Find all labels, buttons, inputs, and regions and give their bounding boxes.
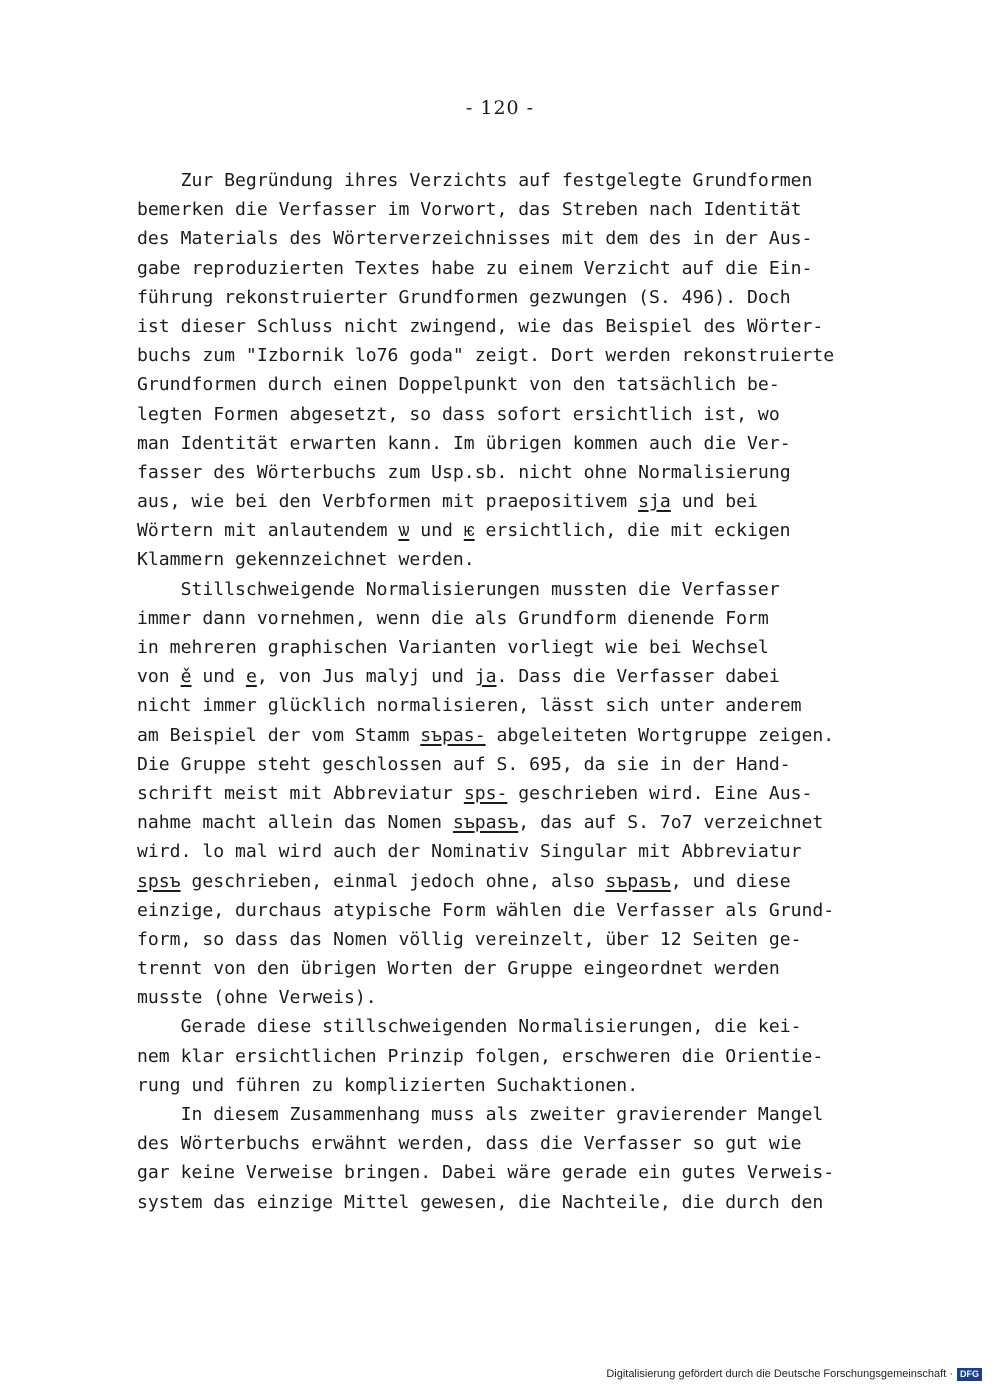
text-line [137, 341, 917, 370]
text-segment: ersichtlich, die mit eckigen [474, 520, 791, 542]
text-segment: nem klar ersichtlichen Prinzip folgen, erschweren die Orientie- [137, 1045, 824, 1067]
text-segment: Gerade diese stillschweigenden Normalisierungen, die kei- [137, 1016, 802, 1038]
underlined-term: ѡ [398, 520, 410, 542]
text-segment: und bei [670, 491, 758, 513]
page-number: - 120 - [465, 97, 535, 119]
text-segment: , von Jus malyj und [256, 666, 475, 688]
text-segment: , das auf S. 7o7 verzeichnet [518, 812, 824, 834]
text-line [137, 1158, 917, 1187]
text-segment: legten Formen abgesetzt, so dass sofort ersichtlich ist, wo [137, 403, 780, 425]
text-line [137, 954, 917, 983]
underlined-term: ѥ [463, 520, 475, 542]
text-line [137, 691, 917, 720]
text-line [137, 487, 917, 516]
text-segment: geschrieben, einmal jedoch ohne, also [180, 870, 606, 892]
underlined-term: ě [180, 666, 192, 688]
text-segment: Stillschweigende Normalisierungen mussten die Verfasser [137, 578, 780, 600]
text-segment: rung und führen zu komplizierten Suchaktionen. [137, 1074, 639, 1096]
text-segment: Klammern gekennzeichnet werden. [137, 549, 475, 571]
text-line [137, 458, 917, 487]
text-line [137, 1100, 917, 1129]
text-segment: Grundformen durch einen Doppelpunkt von den tatsächlich be- [137, 374, 780, 396]
text-line [137, 166, 917, 195]
text-segment: buchs zum "Izbornik lo76 goda" zeigt. Dort werden rekonstruierte [137, 345, 835, 367]
text-line [137, 516, 917, 545]
text-line [137, 983, 917, 1012]
text-segment: Zur Begründung ihres Verzichts auf festgelegte Grundformen [137, 170, 813, 191]
text-segment: bemerken die Verfasser im Vorwort, das Streben nach Identität [137, 199, 802, 221]
text-segment: einzige, durchaus atypische Form wählen die Verfasser als Grund- [137, 899, 835, 921]
text-segment: , und diese [670, 870, 791, 892]
text-line [137, 1012, 917, 1041]
text-segment: und [191, 666, 246, 688]
text-segment: fasser des Wörterbuchs zum Usp.sb. nicht ohne Normalisierung [137, 461, 791, 483]
text-line [137, 925, 917, 954]
text-line [137, 662, 917, 691]
text-line [137, 195, 917, 224]
text-segment: gabe reproduzierten Textes habe zu einem Verzicht auf die Ein- [137, 257, 813, 279]
text-segment: In diesem Zusammenhang muss als zweiter gravierender Mangel [137, 1104, 824, 1125]
text-line [137, 1042, 917, 1071]
text-line [137, 312, 917, 341]
text-segment: des Wörterbuchs erwähnt werden, dass die Verfasser so gut wie [137, 1133, 802, 1155]
text-line [137, 808, 917, 837]
text-segment: schrift meist mit Abbreviatur [137, 782, 464, 804]
text-line [137, 779, 917, 808]
text-segment: ist dieser Schluss nicht zwingend, wie das Beispiel des Wörter- [137, 315, 824, 337]
text-line [137, 750, 917, 779]
text-line [137, 370, 917, 399]
text-segment: geschrieben wird. Eine Aus- [507, 782, 813, 804]
text-line [137, 400, 917, 429]
text-segment: nahme macht allein das Nomen [137, 812, 453, 834]
text-segment: trennt von den übrigen Worten der Gruppe eingeordnet werden [137, 958, 780, 980]
footer-credit: Digitalisierung gefördert durch die Deutsche Forschungsgemeinschaft · [606, 1368, 953, 1380]
text-line [137, 429, 917, 458]
text-line [137, 633, 917, 662]
text-segment: gar keine Verweise bringen. Dabei wäre gerade ein gutes Verweis- [137, 1162, 835, 1184]
underlined-term: sъpasъ [452, 812, 519, 834]
underlined-term: ja [474, 666, 497, 688]
body-text [137, 166, 917, 1217]
text-segment: nicht immer glücklich normalisieren, lässt sich unter anderem [137, 695, 802, 717]
text-line [137, 254, 917, 283]
text-segment: von [137, 666, 181, 688]
underlined-term: sъpas- [420, 724, 486, 746]
text-line [137, 224, 917, 253]
text-segment: führung rekonstruierter Grundformen gezwungen (S. 496). Doch [137, 286, 791, 308]
text-segment: des Materials des Wörterverzeichnisses mit dem des in der Aus- [137, 228, 813, 250]
text-segment: abgeleiteten Wortgruppe zeigen. [485, 724, 835, 746]
text-segment: am Beispiel der vom Stamm [137, 724, 421, 746]
text-line [137, 837, 917, 866]
text-line [137, 896, 917, 925]
text-line [137, 1188, 917, 1217]
text-segment: man Identität erwarten kann. Im übrigen kommen auch die Ver- [137, 432, 791, 454]
text-segment: Die Gruppe steht geschlossen auf S. 695, da sie in der Hand- [137, 753, 791, 775]
text-segment: form, so dass das Nomen völlig vereinzelt, über 12 Seiten ge- [137, 928, 802, 950]
text-line [137, 721, 917, 750]
text-line [137, 867, 917, 896]
text-segment: musste (ohne Verweis). [137, 987, 377, 1009]
underlined-term: sps- [463, 782, 508, 804]
underlined-term: spsъ [137, 870, 181, 892]
text-line [137, 604, 917, 633]
text-line [137, 545, 917, 574]
underlined-term: sja [638, 491, 671, 513]
footer [606, 1367, 982, 1381]
text-segment: system das einzige Mittel gewesen, die Nachteile, die durch den [137, 1191, 824, 1213]
text-segment: aus, wie bei den Verbformen mit praepositivem [137, 491, 639, 513]
text-segment: Wörtern mit anlautendem [137, 520, 399, 542]
underlined-term: sъpasъ [605, 870, 671, 892]
text-segment: und [409, 520, 464, 542]
text-segment: . Dass die Verfasser dabei [496, 666, 780, 688]
underlined-term: e [245, 666, 257, 688]
text-segment: in mehreren graphischen Varianten vorliegt wie bei Wechsel [137, 637, 769, 658]
text-segment: immer dann vornehmen, wenn die als Grundform dienende Form [137, 607, 769, 629]
text-line [137, 1129, 917, 1158]
text-segment: wird. lo mal wird auch der Nominativ Singular mit Abbreviatur [137, 841, 802, 863]
dfg-logo-icon: DFG [957, 1368, 982, 1381]
text-line [137, 1071, 917, 1100]
text-line [137, 575, 917, 604]
text-line [137, 283, 917, 312]
